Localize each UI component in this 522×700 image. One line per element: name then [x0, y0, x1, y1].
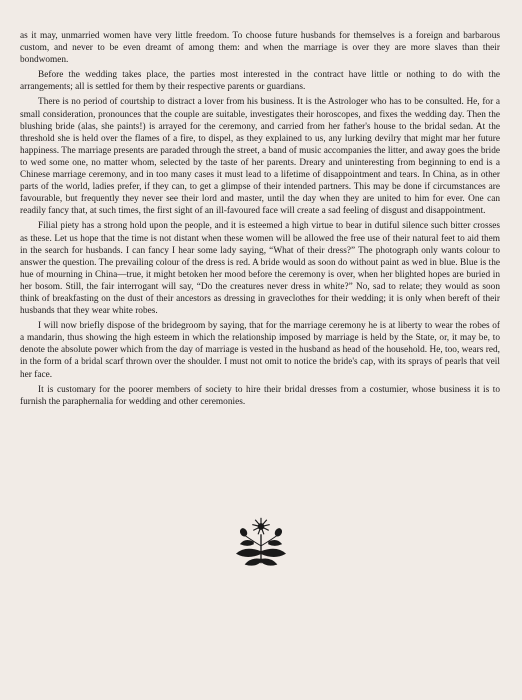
paragraph-5: I will now briefly dispose of the bridegroom by saying, that for the marriage ceremony he is at liberty to wear the robes of a mandarin, thus showing the high esteem in which the relationship imposed by marriage is held by the State, or, it may be, to denote the absolute power which from the day of marriage is vested in the husband as head of the household. He, too, wears red, in the form of a bridal scarf thrown over the shoulder. I must not omit to notice the bride's cap, with its sprays of pearls that veil her face. — [20, 321, 500, 380]
paragraph-6: It is customary for the poorer members of society to hire their bridal dresses from a costumier, whose business it is to furnish the paraphernalia for wedding and other ceremonies. — [20, 384, 500, 407]
floral-ornament-icon — [232, 513, 290, 571]
paragraph-1: as it may, unmarried women have very little freedom. To choose future husbands for themselves is a foreign and barbarous custom, and never to be even dreamt of among them: and when the marriage is over they are more slaves than their bondwomen. — [20, 31, 500, 66]
paragraph-2: Before the wedding takes place, the parties most interested in the contract have little or nothing to do with the arrangements; all is settled for them by their respective parents or guardians. — [20, 70, 500, 93]
body-text — [20, 30, 500, 411]
paragraph-4: Filial piety has a strong hold upon the people, and it is esteemed a high virtue to bear in dutiful silence such bitter crosses as these. Let us hope that the time is not distant when these women will be allowed the free use of their natural feet to aid them in the search for husbands. I can fancy I hear some lady saying, “What of their dress?” The photograph only wants colour to answer the question. The prevailing colour of the dress is red. A bride would as soon do without paint as wed in blue. Blue is the hue of mourning in China—true, it might betoken her mood before the ceremony is over, when her blighted hopes are buried in her bosom. Still, the fair interrogant will say, “Do the creatures never dress in white?” No, sad to relate; they would as soon think of breakfasting on the dust of their ancestors as dressing in graveclothes for their wedding; it is only when bereft of their husbands that they wear white robes. — [20, 221, 500, 317]
paragraph-3: There is no period of courtship to distract a lover from his business. It is the Astrologer who has to be consulted. He, for a small consideration, pronounces that the couple are suitable, investigates their horoscopes, and fixes the wedding day. Then the blushing bride (alas, she paints!) is arrayed for the ceremony, and carried from her father's house to the bridal sedan. At the threshold she is held over the flames of a fire, to dispel, as they explained to us, any lurking devilry that might mar her future happiness. The marriage presents are paraded through the street, a band of music accompanies the litter, and away goes the bride to wed some one, no matter whom, selected by the taste of her parents. Dreary and uninteresting from beginning to end is a Chinese marriage ceremony, and in too many cases it must lead to a lifetime of disappointment and tears. In China, as in other parts of the world, ladies prefer, if they can, to get a glimpse of their intended partners. This may be done if circumstances are favourable, but frequently they never see their lord and master, until the day when they are united to him for ever. One can readily fancy that, at such times, the first sight of an ill-favoured face will create a sad feeling of disgust and disappointment. — [20, 97, 500, 217]
